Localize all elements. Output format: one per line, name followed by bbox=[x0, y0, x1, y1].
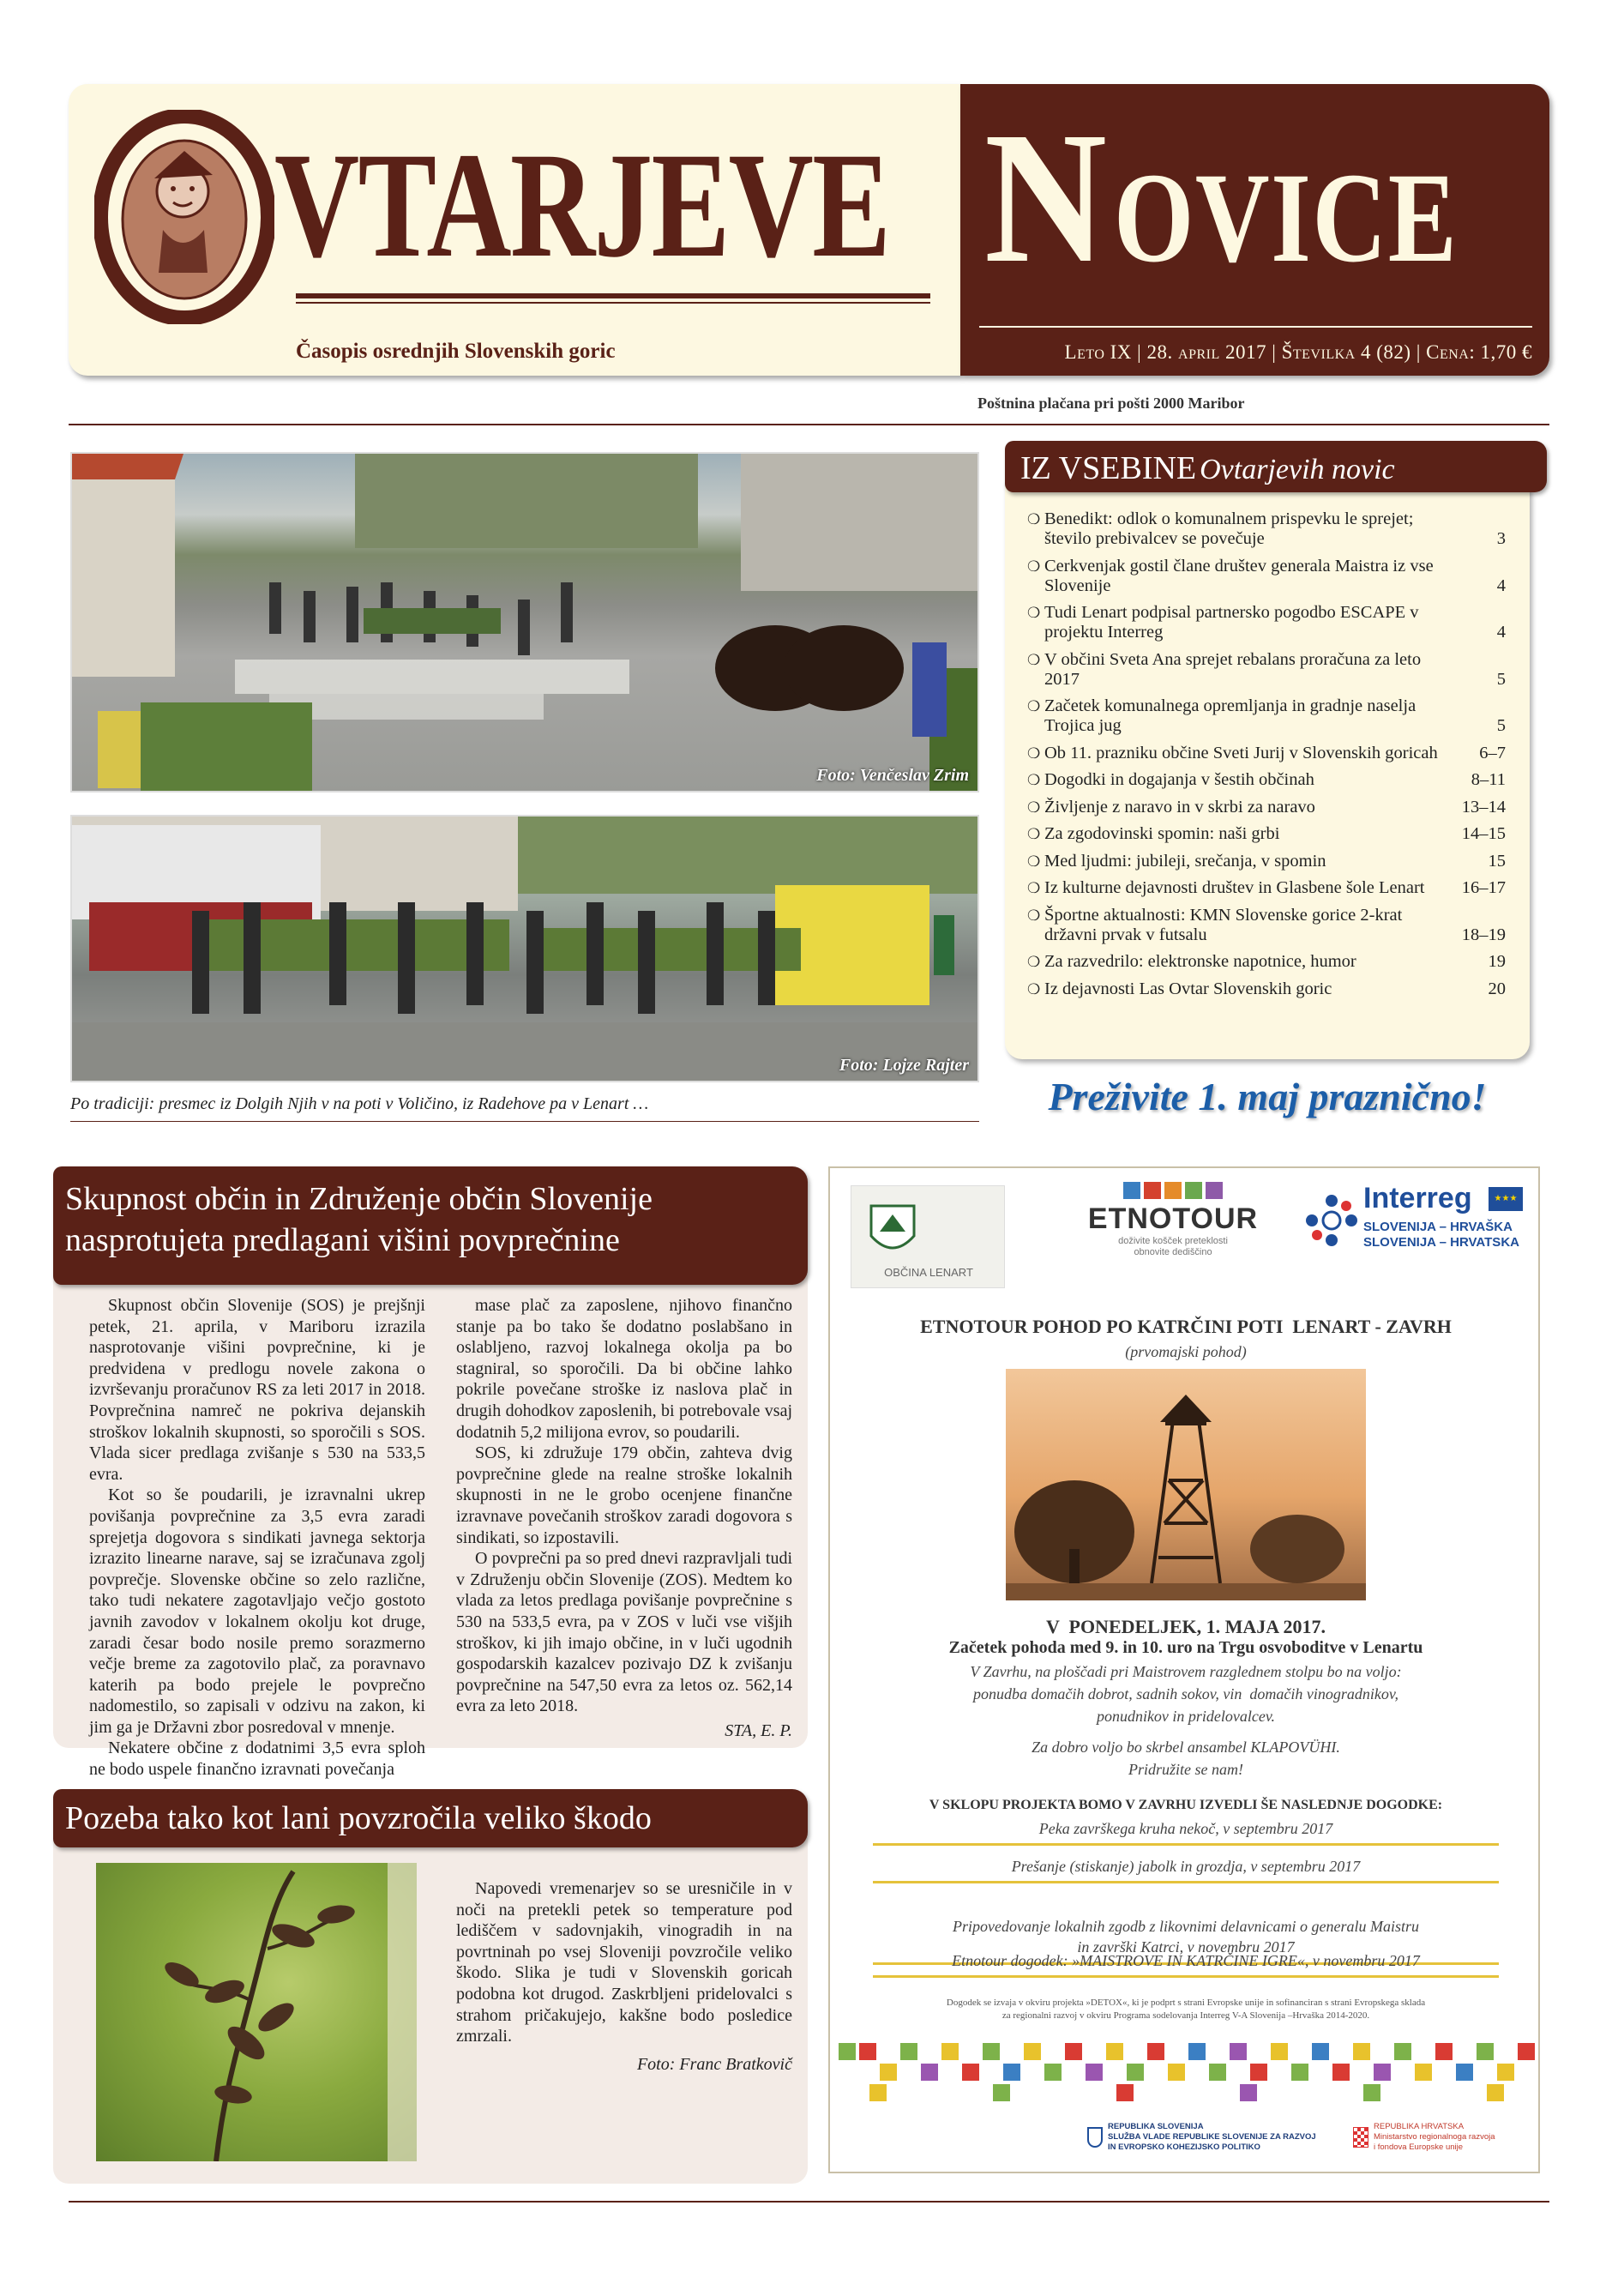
contents-item-page: 20 bbox=[1488, 979, 1506, 998]
ad-event-text: Prešanje (stiskanje) jabolk in grozdja, v septembru 2017 bbox=[1011, 1858, 1361, 1875]
ad-date-line: V PONEDELJEK, 1. MAJA 2017. bbox=[1046, 1616, 1326, 1637]
ad-event-text: Pripovedovanje lokalnih zgodb z likovnimi delavnicami o generalu Maistru in završki Katrci, v novembru 2017 bbox=[953, 1918, 1419, 1956]
contents-item-page: 18–19 bbox=[1461, 925, 1506, 944]
etnotour-tagline: doživite košček preteklosti obnovite dediščino bbox=[1118, 1236, 1228, 1257]
etnotour-icons bbox=[1087, 1182, 1259, 1199]
ad-music-line: Pridružite se nam! bbox=[1128, 1761, 1243, 1778]
ad-description-line: ponudnikov in pridelovalcev. bbox=[1096, 1708, 1276, 1725]
contents-item[interactable] bbox=[1026, 557, 1506, 596]
masthead-left-rule bbox=[296, 293, 930, 298]
etnotour-logo-text: ETNOTOUR bbox=[1087, 1202, 1259, 1235]
contents-item-page: 4 bbox=[1496, 623, 1506, 642]
holiday-banner: Preživite 1. maj praznično! bbox=[1048, 1075, 1487, 1118]
photo-caption-rule bbox=[70, 1121, 979, 1122]
croatia-coat-of-arms-icon bbox=[1353, 2127, 1368, 2148]
bullet-icon: ❍ bbox=[1027, 511, 1041, 527]
contents-item[interactable] bbox=[1026, 650, 1506, 690]
bullet-icon: ❍ bbox=[1027, 826, 1041, 842]
contents-item-text: Športne aktualnosti: KMN Slovenske gorice 2-krat državni prvak v futsalu bbox=[1044, 905, 1403, 944]
ad-tower-image bbox=[1006, 1369, 1366, 1600]
ad-color-mosaic bbox=[830, 2034, 1540, 2112]
photo-caption: Po tradiciji: presmec iz Dolgih Njih v na poti v Voličino, iz Radehove pa v Lenart … bbox=[70, 1094, 649, 1113]
masthead-issue-line: Leto IX | 28. april 2017 | Številka 4 (82) | Cena: 1,70 € bbox=[1064, 341, 1532, 363]
top-divider bbox=[69, 424, 1549, 425]
article1-paragraph: Kot so še poudarili, je izravnalni ukrep povišanja povprečnine za 3,5 evra zaradi sprejetja dogovora s sindikati javnega sektorja izrazito linearne narave, saj se izračunava zgolj povprečje. Slovenske občine so zelo različne, tako tudi nekatere zagotavljajo večjo gostoto javnih zavodov v lokalnem okolju kot druge, zaradi česar bodo nosile premo sorazmerno večje breme za zagotovilo plač, za poravnavo katerih pa bodo prejele le povprečno nadomestilo, so zapisali v odzivu na zakon, ki jim ga je Državni zbor posredoval v mnenje. bbox=[89, 1485, 425, 1737]
masthead-subtitle: Časopis osrednjih Slovenskih goric bbox=[296, 340, 616, 363]
article1-signature: STA, E. P. bbox=[725, 1720, 792, 1740]
ad-events-heading: V SKLOPU PROJEKTA BOMO V ZAVRHU IZVEDLI ŠE NASLEDNJE DOGODKE: bbox=[929, 1798, 1443, 1812]
contents-item[interactable] bbox=[1026, 696, 1506, 736]
contents-item-text: Iz kulturne dejavnosti društev in Glasbene šole Lenart bbox=[1044, 878, 1425, 897]
article1-paragraph: SOS, ki združuje 179 občin, zahteva dvig povprečnine glede na realne stroške lokalnih skupnosti in ne le grobo ocenjene finančne izravnave povečanih stroškov zaradi dogovora s sindikati, so izpostavili. bbox=[456, 1443, 792, 1547]
article1-col1 bbox=[89, 1295, 425, 1781]
obcina-logo bbox=[851, 1185, 1005, 1288]
contents-item-text: Za razvedrilo: elektronske napotnice, humor bbox=[1044, 952, 1356, 971]
contents-list bbox=[1026, 509, 1506, 1006]
interreg-line1: SLOVENIJA – HRVAŠKA bbox=[1363, 1220, 1513, 1234]
ad-footer-right: REPUBLIKA HRVATSKA Ministarstvo regionalnoga razvoja i fondova Europske unije bbox=[1374, 2122, 1495, 2152]
masthead-title-right-rest: OVICE bbox=[1113, 147, 1459, 289]
contents-item-text: Benedikt: odlok o komunalnem prispevku le sprejet; število prebivalcev se povečuje bbox=[1044, 509, 1414, 548]
article1-headline-line1: Skupnost občin in Združenje občin Slovenije bbox=[65, 1181, 653, 1217]
bullet-icon: ❍ bbox=[1027, 853, 1041, 870]
contents-item[interactable] bbox=[1026, 824, 1506, 844]
masthead-title-left bbox=[274, 122, 890, 289]
ad-footer-left: REPUBLIKA SLOVENIJA SLUŽBA VLADE REPUBLIKE SLOVENIJE ZA RAZVOJ IN EVROPSKO KOHEZIJSKO POLITIKO bbox=[1108, 2122, 1316, 2152]
ad-description-line: ponudba domačih dobrot, sadnih sokov, vin domačih vinogradnikov, bbox=[972, 1685, 1399, 1702]
etnotour-logo bbox=[1087, 1182, 1259, 1276]
contents-item-page: 16–17 bbox=[1461, 878, 1506, 897]
contents-item[interactable] bbox=[1026, 952, 1506, 972]
ad-title: ETNOTOUR POHOD PO KATRČINI POTI LENART - ZAVRH bbox=[920, 1316, 1452, 1337]
article1-headline-line2: nasprotujeta predlagani višini povprečnine bbox=[65, 1222, 620, 1258]
ad-event-text: Peka završkega kruha nekoč, v septembru 2017 bbox=[1038, 1820, 1333, 1837]
contents-item-text: Tudi Lenart podpisal partnersko pogodbo ESCAPE v projektu Interreg bbox=[1044, 603, 1419, 642]
bottom-divider bbox=[69, 2201, 1549, 2203]
ad-event-text: Etnotour dogodek: »MAISTROVE IN KATRČINE IGRE«, v novembru 2017 bbox=[952, 1952, 1420, 1969]
contents-item-page: 5 bbox=[1496, 669, 1506, 689]
postage-note: Poštnina plačana pri pošti 2000 Maribor bbox=[977, 395, 1245, 412]
article2-credit: Foto: Franc Bratkovič bbox=[636, 2054, 792, 2074]
article1-paragraph: O povprečni pa so pred dnevi razpravljali tudi v Združenju občin Slovenije (ZOS). Medtem ko vlada za letos predlaga povišanje povprečnine s 530 na 533,5 evra, pa v ZOS v luči vse višjih stroškov, ki jih imajo občine, in v luči ugodnih gospodarskih kazalcev pozivajo DZ k zvišanju povprečnine na 547,50 evra za letos oz. 562,14 evra za leto 2018. bbox=[456, 1549, 792, 1716]
masthead-title-right-initial: N bbox=[983, 93, 1107, 302]
obcina-label: OBČINA LENART bbox=[884, 1266, 973, 1279]
masthead-title-right bbox=[977, 93, 1544, 302]
article2-paragraph: Napovedi vremenarjev so se uresničile in v noči na pretekli petek so temperature pod lediščem v sadovnjakih, vinogradih in na povrtninah po vsej Sloveniji povzročile veliko škodo. Slika je tudi v Slovenskih goricah podobna kot drugod. Zaskrbljeni pridelovalci s strahom pričakujejo, kakšne bodo posledice zmrzali. bbox=[456, 1879, 792, 2046]
contents-item[interactable] bbox=[1026, 603, 1506, 642]
contents-item[interactable] bbox=[1026, 979, 1506, 999]
article1-header bbox=[53, 1166, 808, 1285]
article1-col2 bbox=[456, 1295, 792, 1741]
contents-item-page: 6–7 bbox=[1479, 743, 1506, 762]
contents-item-page: 8–11 bbox=[1471, 770, 1506, 789]
ad-description-line: V Zavrhu, na ploščadi pri Maistrovem razglednem stolpu bo na voljo: bbox=[970, 1663, 1402, 1680]
article2-header bbox=[53, 1789, 808, 1847]
contents-item-page: 3 bbox=[1496, 529, 1506, 548]
masthead-left-rule-thin bbox=[296, 302, 930, 304]
bullet-icon: ❍ bbox=[1027, 651, 1041, 668]
ad-music bbox=[830, 1736, 1540, 1781]
ad-event-item bbox=[873, 1820, 1499, 1846]
contents-item-text: Začetek komunalnega opremljanja in gradnje naselja Trojica jug bbox=[1044, 696, 1417, 735]
contents-item-page: 4 bbox=[1496, 576, 1506, 595]
ad-start-line: Začetek pohoda med 9. in 10. uro na Trgu osvoboditve v Lenartu bbox=[948, 1638, 1423, 1657]
etnotour-ad bbox=[828, 1166, 1540, 2173]
contents-item[interactable] bbox=[1026, 878, 1506, 898]
contents-item-text: Cerkvenjak gostil člane društev generala Maistra iz vse Slovenije bbox=[1044, 556, 1434, 595]
contents-item[interactable] bbox=[1026, 770, 1506, 790]
slovenia-coat-of-arms-icon bbox=[1087, 2127, 1103, 2148]
contents-item-text: Dogodki in dogajanja v šestih občinah bbox=[1044, 770, 1314, 789]
interreg-logo bbox=[1302, 1182, 1525, 1268]
ad-footnote: Dogodek se izvaja v okviru projekta »DETOX«, ki je podprt s strani Evropske unije in sofinanciran s strani Evropskega sklada za regionalni razvoj v okviru Programa sodelovanja Interreg V-A Slovenija –Hrvaška 2014-2020. bbox=[946, 1998, 1426, 2021]
contents-item-text: Za zgodovinski spomin: naši grbi bbox=[1044, 824, 1280, 843]
ad-description bbox=[830, 1660, 1540, 1727]
contents-item[interactable] bbox=[1026, 744, 1506, 763]
contents-item-page: 15 bbox=[1488, 851, 1506, 871]
contents-item-text: Ob 11. prazniku občine Sveti Jurij v Slovenskih goricah bbox=[1044, 743, 1438, 762]
ad-subtitle: (prvomajski pohod) bbox=[1125, 1343, 1247, 1360]
bullet-icon: ❍ bbox=[1027, 980, 1041, 997]
bullet-icon: ❍ bbox=[1027, 880, 1041, 896]
contents-item-text: Med ljudmi: jubileji, srečanja, v spomin bbox=[1044, 851, 1326, 871]
bullet-icon: ❍ bbox=[1027, 605, 1041, 621]
ad-event-item bbox=[873, 1952, 1499, 1978]
contents-header bbox=[1005, 441, 1547, 492]
contents-item[interactable] bbox=[1026, 798, 1506, 817]
contents-item-page: 19 bbox=[1488, 952, 1506, 971]
article2-headline: Pozeba tako kot lani povzročila veliko škodo bbox=[65, 1800, 652, 1836]
contents-item-text: Iz dejavnosti Las Ovtar Slovenskih goric bbox=[1044, 979, 1332, 998]
interreg-logo-text: Interreg bbox=[1363, 1182, 1472, 1214]
contents-item[interactable] bbox=[1026, 852, 1506, 871]
photo-credit-bottom: Foto: Lojze Rajter bbox=[839, 1056, 969, 1075]
masthead-title-left-initial bbox=[101, 111, 126, 149]
ad-event-item bbox=[873, 1858, 1499, 1883]
contents-item-page: 5 bbox=[1496, 716, 1506, 735]
masthead-right-rule bbox=[979, 326, 1532, 328]
article1-paragraph: mase plač za zaposlene, njihovo finančno stanje pa bo tako še dodatno poslabšano in oslabljeno, razvoj lokalnega okolja pa bo stagniral, so sporočili. Da bi občine lahko pokrile povečane stroške iz naslova plač in drugih dohodkov zaposlenih, bi potrebovale vsaj dodatnih 5,2 milijona evrov, so poudarili. bbox=[456, 1296, 792, 1442]
bullet-icon: ❍ bbox=[1027, 954, 1041, 970]
article1-paragraph: Nekatere občine z dodatnimi 3,5 evra sploh ne bodo uspele finančno izravnati povečanja bbox=[89, 1739, 425, 1780]
bullet-icon: ❍ bbox=[1027, 798, 1041, 816]
bullet-icon: ❍ bbox=[1027, 744, 1041, 762]
interreg-line2: SLOVENIJA – HRVATSKA bbox=[1363, 1235, 1519, 1250]
photo-horse-procession bbox=[70, 452, 979, 792]
photo-credit-top: Foto: Venčeslav Zrim bbox=[816, 766, 969, 785]
bullet-icon: ❍ bbox=[1027, 907, 1041, 924]
bullet-icon: ❍ bbox=[1027, 557, 1041, 575]
bullet-icon: ❍ bbox=[1027, 772, 1041, 788]
bullet-icon: ❍ bbox=[1027, 698, 1041, 714]
photo-bicycle-group bbox=[70, 815, 979, 1082]
masthead-title-left-text: VTARJEVE bbox=[274, 122, 890, 289]
contents-item-text: Življenje z naravo in v skrbi za naravo bbox=[1044, 797, 1315, 817]
contents-item[interactable] bbox=[1026, 906, 1506, 945]
contents-item-page: 13–14 bbox=[1461, 797, 1506, 817]
contents-item-page: 14–15 bbox=[1461, 824, 1506, 843]
contents-item[interactable] bbox=[1026, 509, 1506, 549]
eu-flag-icon: ★★★ bbox=[1489, 1187, 1523, 1211]
contents-item-text: V občini Sveta Ana sprejet rebalans proračuna za leto 2017 bbox=[1044, 649, 1422, 689]
contents-heading-main: IZ VSEBINE bbox=[1020, 450, 1197, 486]
photo-frost-damage bbox=[96, 1863, 417, 2161]
contents-heading-italic: Ovtarjevih novic bbox=[1200, 454, 1395, 485]
article2-text-col bbox=[456, 1878, 792, 2075]
article1-paragraph: Skupnost občin Slovenije (SOS) je prejšnji petek, 21. aprila, v Mariboru izrazila nasprotovanje višini povprečnine, ki je predvidena v predlogu novele zakona o izvrševanju proračunov RS za leti 2017 in 2018. Povprečnina namreč ne pokriva dejanskih stroškov lokalnih skupnosti, so sporočili s SOS. Vlada sicer predlaga zvišanje s 530 na 533,5 evra. bbox=[89, 1296, 425, 1484]
ad-music-line: Za dobro voljo bo skrbel ansambel KLAPOVÜHI. bbox=[1032, 1739, 1340, 1756]
